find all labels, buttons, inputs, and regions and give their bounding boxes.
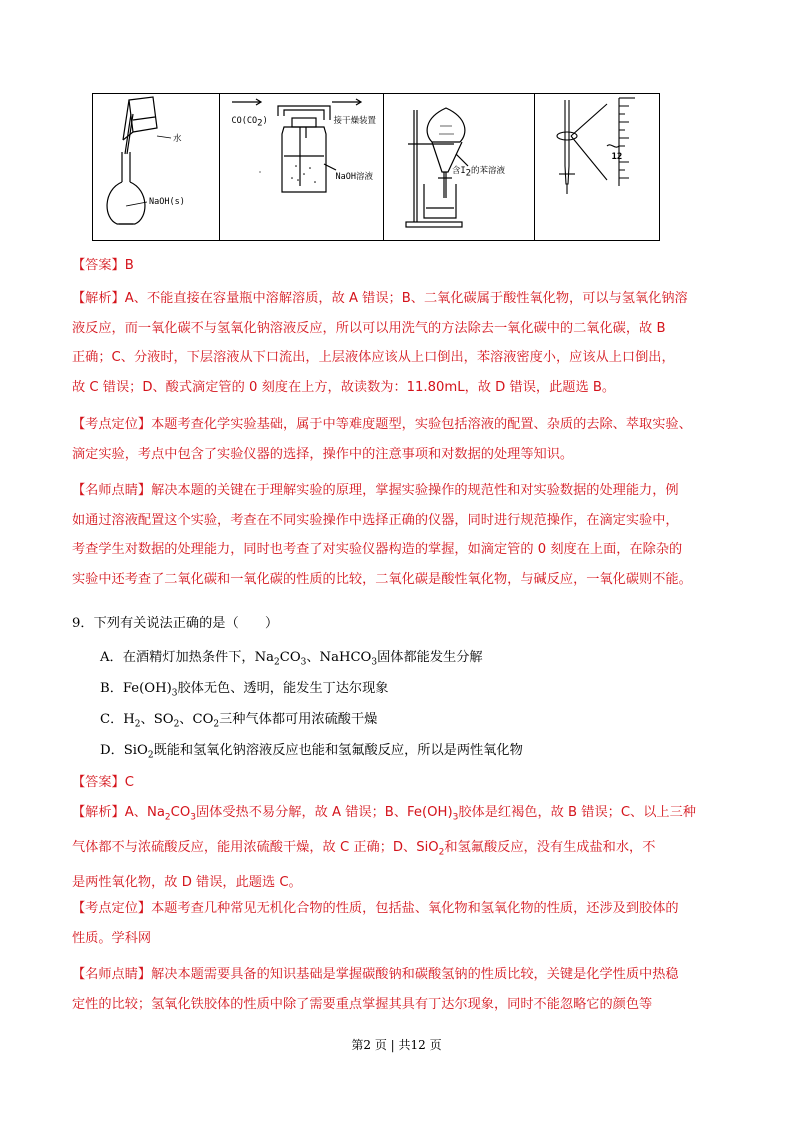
q9-option-a-text: CO (279, 650, 301, 665)
label-iodine-benzene-text: 含I (451, 166, 466, 176)
label-dryer: 接干燥装置 (333, 116, 377, 126)
q9-option-d-text: 既能和氢氧化钠溶液反应也能和氢氟酸反应，所以是两性氧化物 (153, 743, 523, 758)
q9-option-c-text: C．H (100, 712, 135, 727)
burette-icon (535, 94, 659, 240)
q9-option-a-text: A．在酒精灯加热条件下，Na (100, 650, 274, 665)
q9-analysis-text: 气体都不与浓硫酸反应，能用浓硫酸干燥，故 C 正确；D、SiO (72, 840, 439, 856)
q9-option-c-sub: 2 (134, 719, 141, 730)
q9-analysis-text: 固体受热不易分解，故 A 错误；B、Fe(OH) (195, 805, 453, 820)
q9-option-a-text: 固体都能发生分解 (377, 650, 483, 665)
q8-tips-line: 考查学生对数据的处理能力，同时也考查了对实验仪器构造的掌握，如滴定管的 0 刻度在上面，在除杂的 (72, 542, 683, 558)
q8-tips (72, 476, 732, 594)
q9-analysis-text: 胶体是红褐色，故 B 错误；C、以上三种 (458, 805, 696, 820)
q8-answer: 【答案】B (72, 258, 134, 273)
q8-tips-line: 【名师点睛】解决本题的关键在于理解实验的原理，掌握实验操作的规范性和对实验数据的处理能力，例 (72, 483, 679, 498)
label-water: 水 (173, 134, 182, 144)
figure-panel-separatory-funnel (384, 94, 535, 240)
label-gas-inlet-text: CO(CO (231, 116, 258, 126)
q9-option-a-sub: 2 (274, 657, 280, 668)
q9-option-d-sub: 2 (147, 750, 154, 761)
q9-option-d-text: D．SiO (100, 743, 148, 758)
figure-panel-gas-washing (220, 94, 384, 240)
q8-point (72, 410, 732, 469)
q8-point-line: 滴定实验，考点中包含了实验仪器的选择，操作中的注意事项和对数据的处理等知识。 (72, 446, 574, 462)
label-burette-reading: 12 (611, 152, 623, 162)
label-iodine-benzene-sub: 2 (465, 168, 472, 179)
q9-point-line: 性质。学科网 (72, 930, 152, 946)
q9-tips-line: 定性的比较；氢氧化铁胶体的性质中除了需要重点掌握其具有丁达尔现象，同时不能忽略它的颜色等 (72, 996, 653, 1012)
label-naoh-solid: NaOH(s) (149, 197, 185, 207)
q9-option-c-text: 、CO (179, 712, 214, 727)
q9-option-b-text: 胶体无色、透明，能发生丁达尔现象 (177, 681, 389, 696)
q9-analysis-sub: 2 (164, 812, 171, 823)
q9-answer: 【答案】C (72, 775, 134, 790)
q9-point-line: 【考点定位】本题考查几种常见无机化合物的性质，包括盐、氧化物和氢氧化物的性质，还涉及到胶体的 (72, 901, 679, 916)
figure-panel-burette (535, 94, 659, 240)
label-iodine-benzene-end: 的苯溶液 (471, 166, 506, 176)
q8-analysis-line: 【解析】A、不能直接在容量瓶中溶解溶质，故 A 错误；B、二氧化碳属于酸性氧化物，可以与氢氧化钠溶 (72, 291, 688, 306)
q9-analysis-text: 【解析】A、Na (72, 805, 165, 820)
q9-option-c-sub: 2 (173, 719, 180, 730)
q9-analysis-line (72, 833, 732, 868)
q8-point-line: 【考点定位】本题考查化学实验基础，属于中等难度题型，实验包括溶液的配置、杂质的去除、萃取实验、 (72, 417, 692, 432)
q8-analysis-line: 正确；C、分液时，下层溶液从下口流出，上层液体应该从上口倒出，苯溶液密度小，应该从上口倒出， (72, 350, 675, 366)
q9-option-c-text: 、SO (140, 712, 174, 727)
figure-panel-volumetric-flask (93, 94, 220, 240)
volumetric-flask-icon (93, 94, 220, 240)
q9-point (72, 894, 732, 953)
q9-option-a-sub: 3 (371, 657, 378, 668)
q9-option-a (100, 646, 483, 668)
q9-option-a-sub: 3 (300, 657, 307, 668)
q9-option-d (100, 739, 523, 761)
q8-tips-line: 实验中还考查了二氧化碳和一氧化碳的性质的比较，二氧化碳是酸性氧化物，与碱反应，一氧化碳则不能。 (72, 571, 692, 587)
q8-analysis-line: 故 C 错误；D、酸式滴定管的 0 刻度在上方，故读数为：11.80mL，故 D 错误，此题选 B。 (72, 379, 616, 395)
label-gas-inlet (232, 116, 268, 129)
experiment-figures (92, 93, 660, 241)
page-footer: 第2 页 | 共12 页 (351, 1038, 442, 1052)
q9-option-b (100, 677, 388, 699)
q9-analysis-line: 是两性氧化物，故 D 错误，此题选 C。 (72, 875, 302, 891)
label-gas-inlet-end: ) (262, 116, 268, 126)
q9-analysis-line (72, 798, 732, 833)
q8-analysis (72, 284, 732, 402)
label-iodine-benzene (452, 164, 505, 179)
label-naoh-solution: NaOH溶液 (335, 172, 374, 182)
q9-option-c-sub: 2 (213, 719, 220, 730)
q9-tips-line: 【名师点睛】解决本题需要具备的知识基础是掌握碳酸钠和碳酸氢钠的性质比较，关键是化学性质中热稳 (72, 967, 679, 982)
q9-analysis-text: CO (170, 805, 191, 820)
q8-analysis-line: 液反应，而一氧化碳不与氢氧化钠溶液反应，所以可以用洗气的方法除去一氧化碳中的二氧化碳，故 B (72, 320, 666, 336)
label-gas-inlet-sub: 2 (257, 118, 263, 129)
q9-option-a-text: 、NaHCO (306, 650, 372, 665)
q9-option-b-text: B．Fe(OH) (100, 681, 172, 696)
q9-option-c (100, 708, 377, 730)
q9-tips (72, 960, 732, 1019)
q9-option-b-sub: 3 (171, 688, 178, 699)
q9-stem: 9．下列有关说法正确的是（ ） (72, 616, 279, 631)
q9-analysis-sub: 3 (190, 812, 196, 823)
q9-analysis-text: 和氢氟酸反应，没有生成盐和水，不 (444, 840, 656, 856)
q9-option-c-text: 三种气体都可用浓硫酸干燥 (219, 712, 378, 727)
q8-tips-line: 如通过溶液配置这个实验，考查在不同实验操作中选择正确的仪器，同时进行规范操作，在滴定实验中， (72, 512, 679, 528)
q9-analysis (72, 798, 732, 898)
q9-analysis-sub: 3 (452, 812, 459, 823)
q9-analysis-sub: 2 (438, 847, 445, 858)
